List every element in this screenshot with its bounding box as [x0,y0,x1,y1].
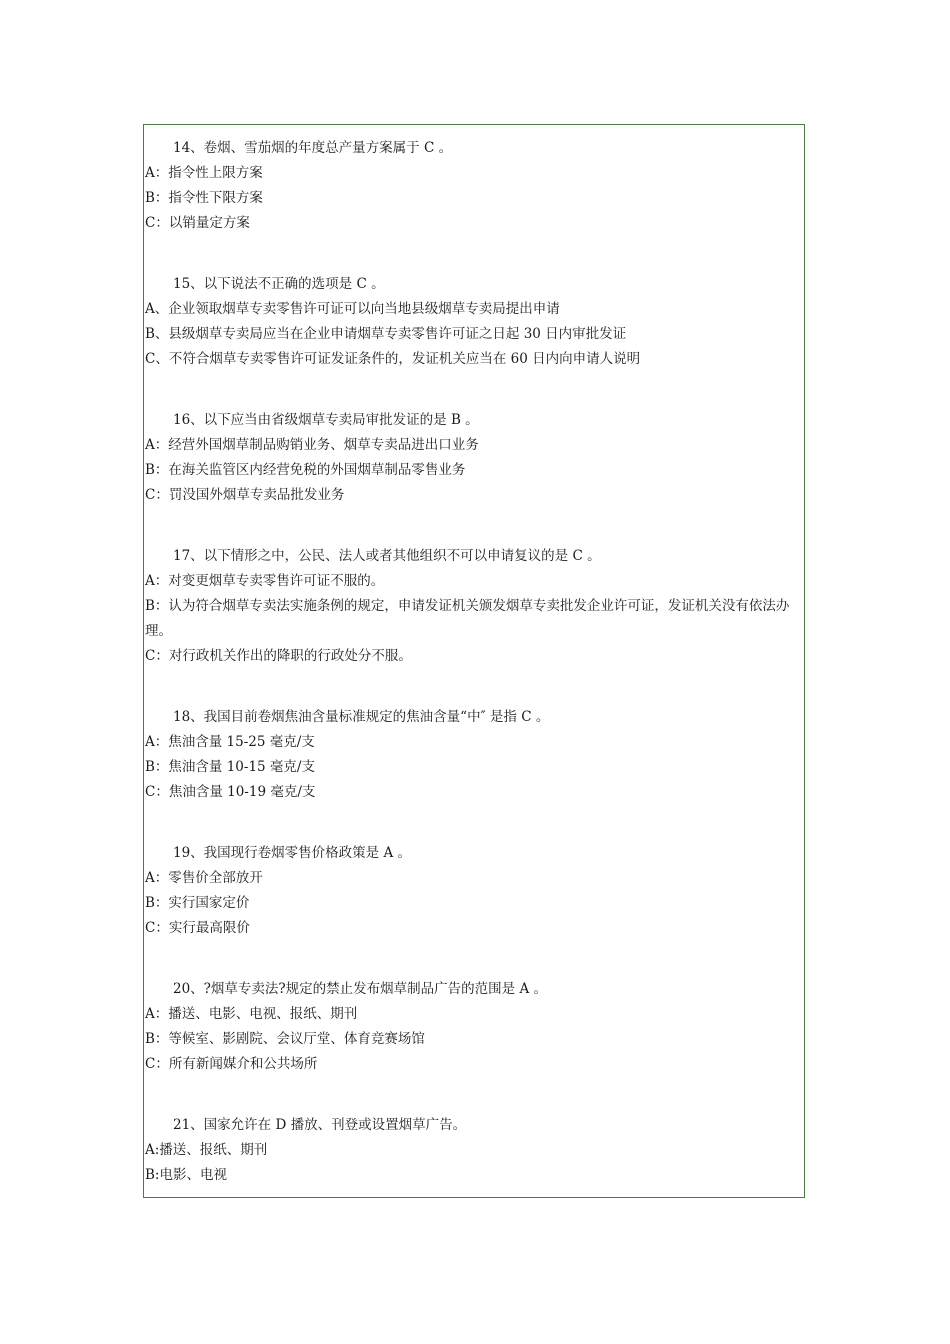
answer-option-c: C、不符合烟草专卖零售许可证发证条件的，发证机关应当在 60 日内向申请人说明 [145,351,641,367]
question-19 [144,841,804,941]
answer-option-b: B、县级烟草专卖局应当在企业申请烟草专卖零售许可证之日起 30 日内审批发证 [145,326,627,342]
question-21 [144,1113,804,1188]
question-15 [144,272,804,372]
answer-option-a: A：焦油含量 15-25 毫克/支 [145,734,315,750]
question-stem: 15、以下说法不正确的选项是 C 。 [173,276,385,292]
question-stem: 18、我国目前卷烟焦油含量标准规定的焦油含量“中″ 是指 C 。 [173,709,550,725]
answer-option-b: B：在海关监管区内经营免税的外国烟草制品零售业务 [145,462,466,478]
answer-option-a: A：指令性上限方案 [145,165,263,181]
question-18 [144,705,804,805]
answer-option-c: C：焦油含量 10-19 毫克/支 [145,784,316,800]
answer-option-a: A：对变更烟草专卖零售许可证不服的。 [145,573,385,589]
question-list [144,125,804,1188]
answer-option-b: B：焦油含量 10-15 毫克/支 [145,759,315,775]
question-stem: 19、我国现行卷烟零售价格政策是 A 。 [173,845,412,861]
answer-option-a: A、企业领取烟草专卖零售许可证可以向当地县级烟草专卖局提出申请 [145,301,560,317]
question-17 [144,544,804,669]
answer-option-a: A:播送、报纸、期刊 [145,1142,268,1158]
question-stem: 17、以下情形之中，公民、法人或者其他组织不可以申请复议的是 C 。 [173,548,601,564]
question-stem: 16、以下应当由省级烟草专卖局审批发证的是 B 。 [173,412,479,428]
answer-option-b: B：指令性下限方案 [145,190,263,206]
answer-option-c: C：对行政机关作出的降职的行政处分不服。 [145,648,412,664]
question-14 [144,136,804,236]
answer-option-b: B：认为符合烟草专卖法实施条例的规定，申请发证机关颁发烟草专卖批发企业许可证，发证机关没有依法办理。 [145,598,790,639]
answer-option-b: B:电影、电视 [145,1167,227,1183]
answer-option-b: B：等候室、影剧院、会议厅堂、体育竞赛场馆 [145,1031,425,1047]
answer-option-a: A：播送、电影、电视、报纸、期刊 [145,1006,358,1022]
document-page-frame [143,124,805,1198]
question-stem: 21、国家允许在 D 播放、刊登或设置烟草广告。 [173,1117,467,1133]
answer-option-c: C：罚没国外烟草专卖品批发业务 [145,487,345,503]
answer-option-a: A：零售价全部放开 [145,870,263,886]
question-stem: 14、卷烟、雪茄烟的年度总产量方案属于 C 。 [173,140,453,156]
answer-option-c: C：实行最高限价 [145,920,250,936]
answer-option-b: B：实行国家定价 [145,895,250,911]
question-20 [144,977,804,1077]
question-stem: 20、?烟草专卖法?规定的禁止发布烟草制品广告的范围是 A 。 [173,981,547,997]
question-16 [144,408,804,508]
answer-option-c: C：以销量定方案 [145,215,250,231]
answer-option-c: C：所有新闻媒介和公共场所 [145,1056,318,1072]
answer-option-a: A：经营外国烟草制品购销业务、烟草专卖品进出口业务 [145,437,479,453]
